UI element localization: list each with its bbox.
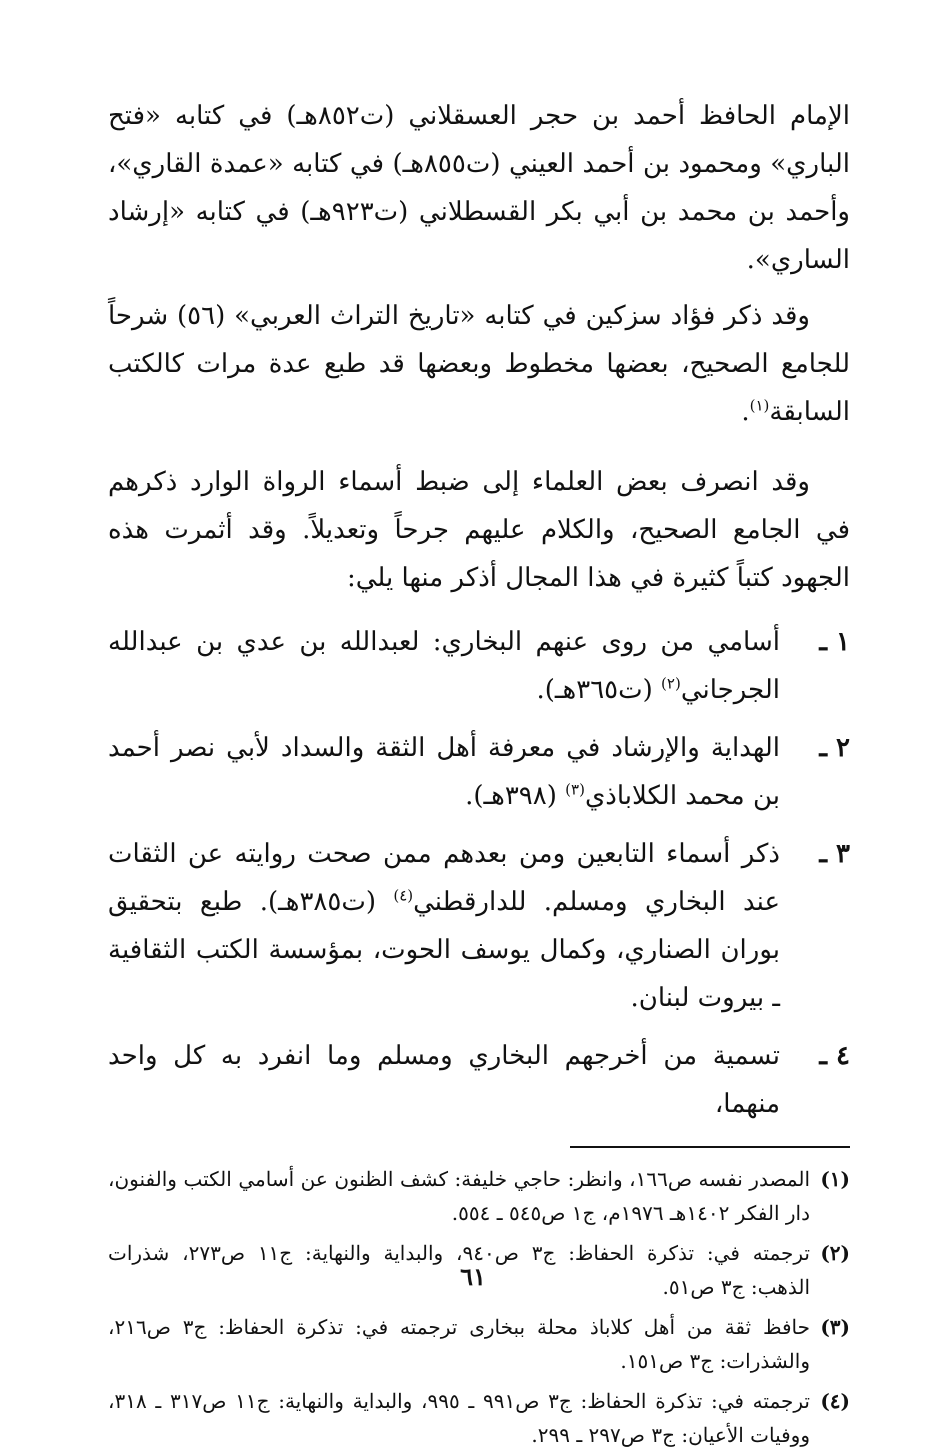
footnote-separator <box>570 1146 850 1148</box>
footnote <box>108 1310 850 1378</box>
list-item-text-tail: (ت٣٨٥هـ). طبع بتحقيق بوران الصناري، وكمال يوسف الحوت، بمؤسسة الكتب الثقافية ـ بيروت لبنان. <box>108 887 780 1013</box>
list-item-text-tail: (ت٣٦٥هـ). <box>536 675 662 705</box>
list-item-text-main: تسمية من أخرجهم البخاري ومسلم وما انفرد به كل واحد منهما، <box>108 1041 780 1119</box>
list-item <box>108 618 850 714</box>
list-item-text <box>108 724 780 820</box>
footnote-number: (٤) <box>820 1389 850 1413</box>
footnote-number: (٣) <box>820 1315 850 1339</box>
list-item-text <box>108 618 780 714</box>
footnote-ref-3: (٣) <box>565 780 585 799</box>
list-item-text-main: ذكر أسماء التابعين ومن بعدهم ممن صحت روايته عن الثقات عند البخاري ومسلم. للدارقطني <box>108 839 780 917</box>
footnote-ref-2: (٢) <box>661 674 681 693</box>
book-list <box>108 618 850 1128</box>
list-item-text-main: الهداية والإرشاد في معرفة أهل الثقة والسداد لأبي نصر أحمد بن محمد الكلاباذي <box>108 733 780 811</box>
list-item-text-main: أسامي من روى عنهم البخاري: لعبدالله بن عدي بن عبدالله الجرجاني <box>108 627 780 705</box>
list-item-number: ٤ ـ <box>819 1041 850 1071</box>
footnote <box>108 1384 850 1452</box>
paragraph-2 <box>108 292 850 436</box>
list-item-text <box>108 830 780 1022</box>
paragraph-2-text: وقد ذكر فؤاد سزكين في كتابه «تاريخ التراث العربي» (٥٦) شرحاً للجامع الصحيح، بعضها مخطوط وبعضها قد طبع عدة مرات كالكتب السابقة <box>108 301 850 427</box>
footnote-ref-1: (١) <box>749 396 770 415</box>
footnote-number: (١) <box>820 1167 850 1191</box>
list-item-number: ٣ ـ <box>819 839 850 869</box>
list-item <box>108 830 850 1022</box>
list-item-number: ١ ـ <box>819 627 850 657</box>
footnote-text: حافظ ثقة من أهل كلاباذ محلة ببخارى ترجمته في: تذكرة الحفاظ: ج٣ ص٢١٦، والشذرات: ج٣ ص١٥١. <box>108 1315 810 1373</box>
paragraph-3: وقد انصرف بعض العلماء إلى ضبط أسماء الرواة الوارد ذكرهم في الجامع الصحيح، والكلام عليهم جرحاً وتعديلاً. وقد أثمرت هذه الجهود كتباً كثيرة في هذا المجال أذكر منها يلي: <box>108 467 850 593</box>
paragraph-1: الإمام الحافظ أحمد بن حجر العسقلاني (ت٨٥٢هـ) في كتابه «فتح الباري» ومحمود بن أحمد العيني (ت٨٥٥هـ) في كتابه «عمدة القاري»، وأحمد بن محمد بن أبي بكر القسطلاني (ت٩٢٣هـ) في كتابه «إرشاد الساري». <box>108 101 850 275</box>
footnote-text: المصدر نفسه ص١٦٦، وانظر: حاجي خليفة: كشف الظنون عن أسامي الكتب والفنون، دار الفكر ١٤٠٢هـ ١٩٧٦م، ج١ ص٥٤٥ ـ ٥٥٤. <box>108 1167 811 1225</box>
list-item-text <box>108 1032 780 1128</box>
paragraph-2-end: . <box>741 397 750 427</box>
footnote-text: ترجمته في: تذكرة الحفاظ: ج٣ ص٩٤٠، والبداية والنهاية: ج١١ ص٢٧٣، شذرات الذهب: ج٣ ص٥١. <box>108 1241 810 1299</box>
footnote-number: (٢) <box>820 1241 850 1265</box>
page-number: ٦١ <box>460 1262 486 1291</box>
footnotes <box>108 1162 850 1452</box>
list-item <box>108 1032 850 1128</box>
list-item-number: ٢ ـ <box>819 733 850 763</box>
footnote-ref-4: (٤) <box>393 886 414 905</box>
list-item-text-tail: (٣٩٨هـ). <box>465 781 566 811</box>
list-item <box>108 724 850 820</box>
footnote-text: ترجمته في: تذكرة الحفاظ: ج٣ ص٩٩١ ـ ٩٩٥، والبداية والنهاية: ج١١ ص٣١٧ ـ ٣١٨، ووفيات الأعيان: ج٣ ص٢٩٧ ـ ٢٩٩. <box>108 1389 810 1447</box>
footnote <box>108 1162 850 1230</box>
